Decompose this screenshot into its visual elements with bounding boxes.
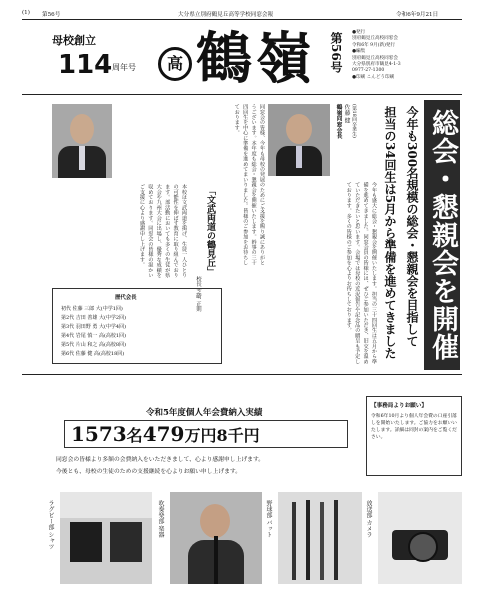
- brass-band-photo: [170, 492, 262, 584]
- baseball-photo: [278, 492, 362, 584]
- subheadline-2: 担当の34回生は5月から準備を進めてきました: [383, 106, 397, 360]
- emblem-character: 高: [166, 54, 183, 73]
- president-photo: [268, 104, 330, 176]
- colophon: [352, 30, 460, 81]
- past-president-row: 第5代 片山 和之 高(高校8回): [61, 342, 127, 348]
- past-presidents-box: [52, 288, 222, 364]
- subheadline-1: 今年も300名規模の総会・懇親会を目指して: [405, 106, 419, 348]
- page-number: (1): [22, 10, 30, 16]
- colophon-printer: ●印刷 こんどう印刷: [352, 74, 395, 80]
- past-president-row: 初代 佐藤 三郎 大(中学1回): [61, 306, 123, 312]
- camera-lens: [408, 532, 438, 562]
- bat-4: [334, 500, 338, 580]
- article-principal: 本校は文武両道を掲げ、生徒一人ひとりの可能性を伸ばす教育に取り組んでおります。部活動においても多くの生徒が県大会や九州大会に出場し、優秀な成績を収めております。同窓会の皆様の温かいご支援に心より感謝申し上げます。: [138, 184, 187, 278]
- past-president-row: 第2代 吉田 善雄 大(中学2回): [61, 315, 127, 321]
- notice-box: [366, 396, 462, 476]
- rugby-shirt-2: [110, 522, 142, 562]
- fees-count-unit: 名: [126, 426, 143, 445]
- president-face: [286, 114, 312, 144]
- publisher-name: 大分県立別府鶴見丘高等学校同窓会報: [178, 12, 274, 18]
- fees-amount-unit: 万円: [184, 426, 217, 445]
- bat-2: [306, 500, 310, 580]
- fees-extra: 8千円: [216, 426, 260, 445]
- photo-caption-baseball: 野球部 バット: [265, 500, 272, 538]
- principal-section-title: 「文武両道の鶴見丘」: [205, 186, 215, 276]
- past-president-row: 第3代 羽田野 勇 大(中学4回): [61, 324, 127, 330]
- bat-1: [292, 502, 296, 580]
- rugby-wall: [60, 492, 152, 518]
- student-face: [200, 504, 230, 538]
- rugby-shirt-1: [70, 522, 102, 562]
- notice-body: 令和6年10月より個人年会費の口座引落しを開始いたします。ご協力をお願いいたします。詳細は同封の案内をご覧ください。: [371, 414, 457, 440]
- colophon-line: 令和6年 9月(新)発行: [352, 42, 396, 48]
- colophon-line: 0977-27-1300: [352, 68, 385, 74]
- founding-years: 114: [58, 50, 113, 80]
- section-rule: [22, 374, 462, 375]
- principal-face: [70, 114, 94, 144]
- masthead-rule: [22, 94, 462, 95]
- past-presidents-list: [61, 305, 126, 359]
- past-presidents-title: 歴代会長: [115, 295, 137, 301]
- founding-years-unit: 周年号: [112, 63, 136, 72]
- broadcast-photo: [378, 492, 462, 584]
- past-president-row: 第4代 岩尾 慎一 高(高校1回): [61, 333, 127, 339]
- past-president-row: 第6代 佐藤 健 高(高校18回): [61, 351, 125, 357]
- header-rule: [22, 19, 462, 20]
- colophon-line: 別府鶴見丘高校同窓会: [352, 55, 398, 61]
- fees-thanks-2: 今後とも、母校の生徒のための支援継続を心よりお願い申し上げます。: [56, 469, 242, 475]
- colophon-line: ●発行: [352, 30, 366, 35]
- photo-caption-brass: 吹奏楽部 楽器: [157, 500, 164, 538]
- colophon-line: 大分県別府市鶴見4-1-3: [352, 62, 401, 68]
- photo-caption-camera: 放送部 カメラ: [365, 500, 372, 538]
- issue-number-small: 第56号: [42, 12, 61, 18]
- masthead-title: 鶴嶺: [196, 26, 316, 92]
- colophon-line: ●編集: [352, 49, 366, 55]
- fees-count: 1573: [71, 422, 127, 446]
- photo-caption-rugby: ラグビー部 シャツ: [47, 500, 54, 550]
- clarinet: [214, 536, 218, 584]
- principal-name: 校長 芝崎 正則: [195, 276, 201, 312]
- article-general-meeting: 今年も盛大に総会・懇親会を開催いたします。担当の三十四回生は五月から準備を進めてきました。同窓会員の皆様には、ぜひご参加いただき、旧交を温めていただきたいと思います。会場では母校の近況報告や記念品の贈呈も予定しております。多くの皆様のご参加を心よりお待ちしております。: [345, 182, 377, 364]
- president-shirt: [296, 146, 302, 168]
- notice-title: 【事務局よりお願い】: [371, 403, 427, 409]
- bat-3: [320, 502, 324, 580]
- founding-box: [48, 32, 156, 86]
- fees-thanks-1: 同窓会の皆様より多額の会費納入をいただきまして、心より感謝申し上げます。: [56, 457, 265, 463]
- president-name: 佐藤 健: [343, 104, 349, 124]
- fees-title: 令和5年度個人年会費納入実績: [146, 408, 263, 418]
- article-greeting: 同窓会の皆様、今年も母校の発展のためにご支援を賜り誠にありがとうございます。本年度も総会・懇親会を開催いたします。幹事の三十四回生を中心に準備を進めてまいりました。皆様のご参加をお待ちしております。: [233, 104, 265, 266]
- founding-label: 母校創立: [52, 34, 96, 47]
- main-headline: 総会・懇親会を開催: [424, 100, 460, 370]
- fees-banner: [64, 420, 348, 448]
- issue-label: 第56号: [329, 32, 343, 73]
- president-title: 鶴嶺同窓会長: [335, 104, 341, 139]
- principal-photo: [52, 104, 112, 178]
- president-term: (第18回卒業生): [351, 104, 356, 138]
- issue-date: 令和6年9月21日: [396, 12, 439, 18]
- school-emblem: [158, 47, 192, 81]
- fees-amount: 479: [142, 422, 185, 446]
- colophon-line: 別府鶴見丘高校同窓会: [352, 36, 398, 42]
- rugby-photo: [60, 492, 152, 584]
- principal-shirt: [79, 146, 85, 170]
